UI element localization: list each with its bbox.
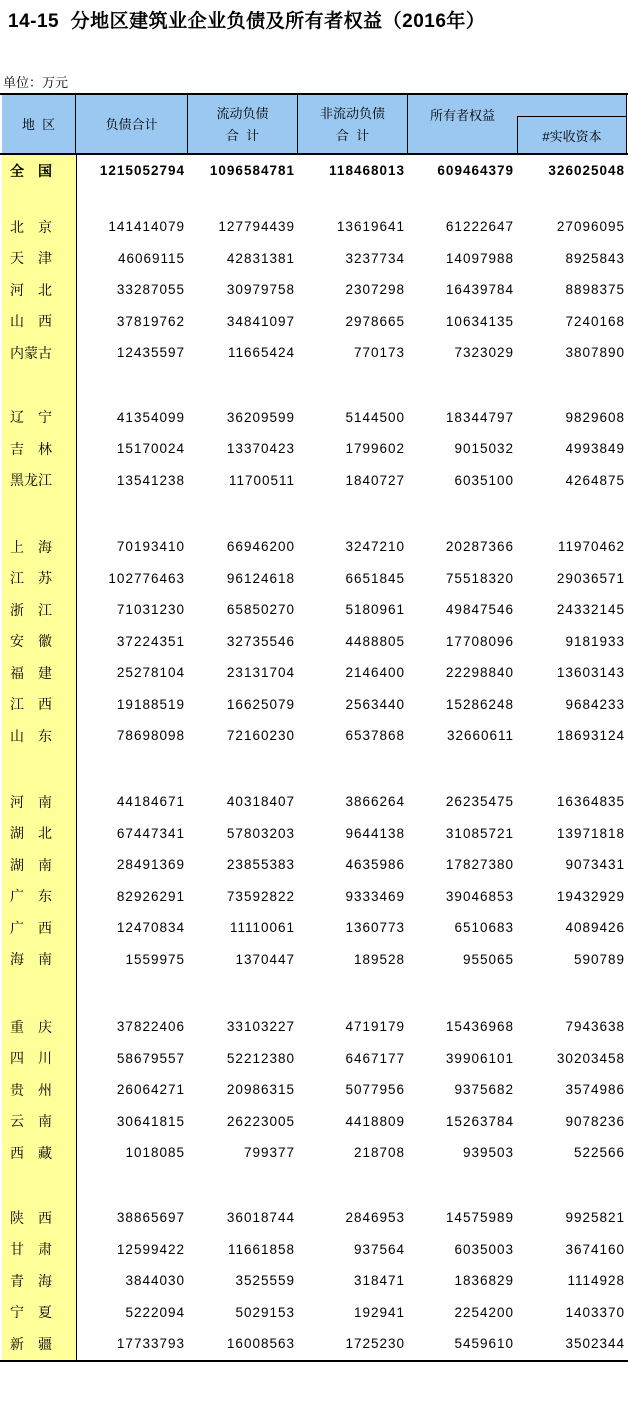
region-name: 吉 林 [10,440,52,457]
value-cell: 37224351 [116,633,185,649]
value-cell: 2146400 [345,665,405,681]
region-name: 黑龙江 [10,472,52,489]
page-title: 14-15 分地区建筑业企业负债及所有者权益（2016年） [8,11,486,32]
value-cell: 3237734 [345,250,405,266]
table-row [2,786,626,818]
value-cell: 2307298 [345,282,405,298]
table-row [2,1074,626,1106]
table-row [2,563,626,595]
value-cell: 11661858 [227,1241,295,1257]
value-cell: 16625079 [226,696,295,712]
value-cell: 9015032 [454,441,514,457]
value-cell: 15170024 [116,441,185,457]
value-cell: 32660611 [446,728,514,744]
value-cell: 72160230 [226,728,295,744]
value-cell: 1096584781 [209,163,295,179]
value-cell: 3502344 [565,1336,625,1352]
value-cell: 1840727 [345,472,405,488]
value-cell: 1559975 [125,951,185,967]
table-row [2,337,626,369]
value-cell: 37819762 [116,313,185,329]
value-cell: 4264875 [565,472,625,488]
value-cell: 22298840 [445,665,514,681]
value-cell: 1018085 [125,1145,185,1161]
value-cell: 17708096 [445,633,514,649]
value-cell: 3807890 [565,345,625,361]
group-gap [2,187,626,212]
region-name: 宁 夏 [10,1304,52,1321]
value-cell: 28491369 [116,857,185,873]
region-name: 湖 北 [10,825,52,842]
header-owners-equity: 所有者权益 [429,108,495,123]
value-cell: 12435597 [116,345,185,361]
value-cell: 326025048 [548,163,625,179]
value-cell: 49847546 [445,602,514,618]
table-row [2,243,626,275]
region-name: 重 庆 [10,1018,52,1035]
value-cell: 770173 [353,345,405,361]
value-cell: 102776463 [108,570,185,586]
table-row [2,1234,626,1266]
table-row [2,306,626,338]
group-gap [2,975,626,1011]
value-cell: 39906101 [445,1050,514,1066]
region-name: 福 建 [10,664,52,681]
value-cell: 9333469 [345,888,405,904]
region-name: 上 海 [10,538,52,555]
table-row [2,912,626,944]
value-cell: 127794439 [218,219,295,235]
header-total-liabilities: 负债合计 [76,95,188,153]
value-cell: 4418809 [345,1113,405,1129]
group-gap [2,369,626,402]
value-cell: 9078236 [565,1113,625,1129]
value-cell: 33287055 [116,282,185,298]
value-cell: 14575989 [445,1210,514,1226]
region-name: 海 南 [10,951,52,968]
region-name: 北 京 [10,218,52,235]
value-cell: 2846953 [345,1210,405,1226]
table-row [2,465,626,497]
value-cell: 96124618 [226,570,295,586]
value-cell: 4719179 [345,1019,405,1035]
table-body [2,155,626,1360]
region-name: 全 国 [10,162,52,179]
value-cell: 11700511 [228,472,295,488]
value-cell: 24332145 [556,602,625,618]
value-cell: 9073431 [565,857,625,873]
value-cell: 16364835 [556,794,625,810]
value-cell: 16008563 [226,1336,295,1352]
value-cell: 1114928 [567,1273,625,1289]
value-cell: 937564 [353,1241,405,1257]
region-name: 浙 江 [10,601,52,618]
value-cell: 26223005 [226,1113,295,1129]
region-name: 青 海 [10,1272,52,1289]
value-cell: 218708 [353,1145,405,1161]
value-cell: 4089426 [565,920,625,936]
value-cell: 5144500 [345,409,405,425]
value-cell: 1799602 [345,441,405,457]
value-cell: 5180961 [345,602,405,618]
table-row [2,1328,626,1360]
header-current-liabilities: 流动负债 合 计 [188,95,298,153]
value-cell: 1836829 [454,1273,514,1289]
value-cell: 11970462 [557,539,625,555]
value-cell: 1725230 [345,1336,405,1352]
table-row [2,594,626,626]
value-cell: 6035003 [454,1241,514,1257]
value-cell: 32735546 [226,633,295,649]
value-cell: 11110061 [229,920,295,936]
value-cell: 1370447 [235,951,295,967]
value-cell: 23855383 [226,857,295,873]
value-cell: 7943638 [565,1019,625,1035]
value-cell: 52212380 [226,1050,295,1066]
value-cell: 41354099 [116,409,185,425]
value-cell: 31085721 [445,825,514,841]
value-cell: 16439784 [445,282,514,298]
header-region: 地 区 [2,95,76,153]
region-name: 河 北 [10,281,52,298]
region-name: 山 东 [10,727,52,744]
value-cell: 13370423 [226,441,295,457]
value-cell: 65850270 [226,602,295,618]
value-cell: 9375682 [454,1082,514,1098]
group-gap [2,1169,626,1203]
value-cell: 13619641 [336,219,405,235]
value-cell: 6651845 [345,570,405,586]
value-cell: 13603143 [556,665,625,681]
value-cell: 2978665 [345,313,405,329]
region-name: 内蒙古 [10,344,52,361]
group-gap [2,496,626,531]
value-cell: 27096095 [556,219,625,235]
value-cell: 6537868 [345,728,405,744]
region-name: 山 西 [10,313,52,330]
table-row [2,1297,626,1329]
table-row [2,1202,626,1234]
table-row [2,881,626,913]
table-row [2,720,626,752]
value-cell: 7240168 [565,313,625,329]
value-cell: 12470834 [116,920,185,936]
table-header [2,95,627,153]
value-cell: 9644138 [345,825,405,841]
value-cell: 70193410 [116,539,185,555]
value-cell: 192941 [353,1304,405,1320]
value-cell: 6035100 [454,472,514,488]
value-cell: 26064271 [116,1082,185,1098]
value-cell: 3247210 [345,539,405,555]
value-cell: 4993849 [565,441,625,457]
value-cell: 19432929 [556,888,625,904]
region-name: 江 苏 [10,570,52,587]
region-name: 天 津 [10,250,52,267]
value-cell: 34841097 [226,313,295,329]
value-cell: 15286248 [445,696,514,712]
value-cell: 8898375 [565,282,625,298]
value-cell: 29036571 [556,570,625,586]
value-cell: 40318407 [226,794,295,810]
table-row [2,433,626,465]
value-cell: 14097988 [445,250,514,266]
value-cell: 42831381 [226,250,295,266]
table-row [2,689,626,721]
header-noncurrent-liabilities: 非流动负债 合 计 [298,95,408,153]
table-row [2,1106,626,1138]
table-row [2,531,626,563]
value-cell: 71031230 [116,602,185,618]
value-cell: 17827380 [445,857,514,873]
value-cell: 25278104 [116,665,185,681]
value-cell: 1403370 [565,1304,625,1320]
value-cell: 46069115 [117,250,185,266]
value-cell: 39046853 [445,888,514,904]
value-cell: 20986315 [226,1082,295,1098]
table-row [2,402,626,434]
value-cell: 799377 [243,1145,295,1161]
region-name: 河 南 [10,793,52,810]
table-row [2,211,626,243]
value-cell: 2563440 [345,696,405,712]
value-cell: 939503 [462,1145,514,1161]
value-cell: 9829608 [565,409,625,425]
value-cell: 1360773 [345,920,405,936]
region-name: 广 西 [10,919,52,936]
value-cell: 9181933 [565,633,625,649]
value-cell: 6510683 [454,920,514,936]
region-name: 云 南 [10,1113,52,1130]
value-cell: 78698098 [116,728,185,744]
value-cell: 36018744 [226,1210,295,1226]
table-row [2,818,626,850]
value-cell: 5077956 [345,1082,405,1098]
value-cell: 141414079 [108,219,185,235]
value-cell: 30979758 [226,282,295,298]
value-cell: 4635986 [345,857,405,873]
region-name: 安 徽 [10,633,52,650]
value-cell: 11665424 [227,345,295,361]
table-row [2,1043,626,1075]
region-name: 西 藏 [10,1144,52,1161]
value-cell: 18344797 [445,409,514,425]
value-cell: 4488805 [345,633,405,649]
value-cell: 20287366 [445,539,514,555]
value-cell: 3525559 [235,1273,295,1289]
table-row [2,155,626,187]
value-cell: 33103227 [226,1019,295,1035]
value-cell: 3674160 [565,1241,625,1257]
table-row [2,274,626,306]
table-bottom-border [0,1360,628,1362]
value-cell: 26235475 [445,794,514,810]
region-name: 广 东 [10,888,52,905]
value-cell: 19188519 [116,696,185,712]
value-cell: 2254200 [454,1304,514,1320]
unit-label: 单位：万元 [3,75,69,90]
value-cell: 118468013 [329,163,405,179]
region-name: 湖 南 [10,856,52,873]
region-name: 甘 肃 [10,1241,52,1258]
value-cell: 10634135 [445,313,514,329]
value-cell: 82926291 [116,888,185,904]
value-cell: 3866264 [345,794,405,810]
value-cell: 36209599 [226,409,295,425]
value-cell: 57803203 [226,825,295,841]
value-cell: 5459610 [454,1336,514,1352]
table-row [2,1265,626,1297]
value-cell: 37822406 [116,1019,185,1035]
value-cell: 590789 [573,951,625,967]
region-name: 四 川 [10,1050,52,1067]
value-cell: 61222647 [445,219,514,235]
region-name: 新 疆 [10,1335,52,1352]
value-cell: 17733793 [116,1336,185,1352]
value-cell: 13971818 [556,825,625,841]
value-cell: 30641815 [116,1113,185,1129]
value-cell: 5222094 [125,1304,185,1320]
region-name: 陕 西 [10,1209,52,1226]
value-cell: 1215052794 [99,163,185,179]
value-cell: 13541238 [116,472,185,488]
value-cell: 609464379 [437,163,514,179]
value-cell: 15263784 [445,1113,514,1129]
table-row [2,944,626,976]
value-cell: 6467177 [345,1050,405,1066]
table-row [2,657,626,689]
value-cell: 75518320 [445,570,514,586]
region-name: 江 西 [10,696,52,713]
table-row [2,1137,626,1169]
table-row [2,626,626,658]
value-cell: 9925821 [565,1210,625,1226]
value-cell: 30203458 [556,1050,625,1066]
table-row [2,1011,626,1043]
value-cell: 189528 [353,951,405,967]
value-cell: 955065 [462,951,514,967]
header-paid-in-capital: #实收资本 [517,116,626,153]
value-cell: 5029153 [235,1304,295,1320]
value-cell: 38865697 [116,1210,185,1226]
value-cell: 44184671 [116,794,185,810]
value-cell: 23131704 [226,665,295,681]
value-cell: 522566 [573,1145,625,1161]
value-cell: 8925843 [565,250,625,266]
region-name: 辽 宁 [10,409,52,426]
region-name: 贵 州 [10,1081,52,1098]
value-cell: 9684233 [565,696,625,712]
value-cell: 3844030 [125,1273,185,1289]
value-cell: 67447341 [116,825,185,841]
value-cell: 3574986 [565,1082,625,1098]
group-gap [2,752,626,787]
value-cell: 12599422 [116,1241,185,1257]
value-cell: 7323029 [454,345,514,361]
value-cell: 66946200 [226,539,295,555]
value-cell: 318471 [353,1273,405,1289]
table-row [2,849,626,881]
value-cell: 73592822 [226,888,295,904]
value-cell: 58679557 [116,1050,185,1066]
value-cell: 18693124 [556,728,625,744]
value-cell: 15436968 [445,1019,514,1035]
